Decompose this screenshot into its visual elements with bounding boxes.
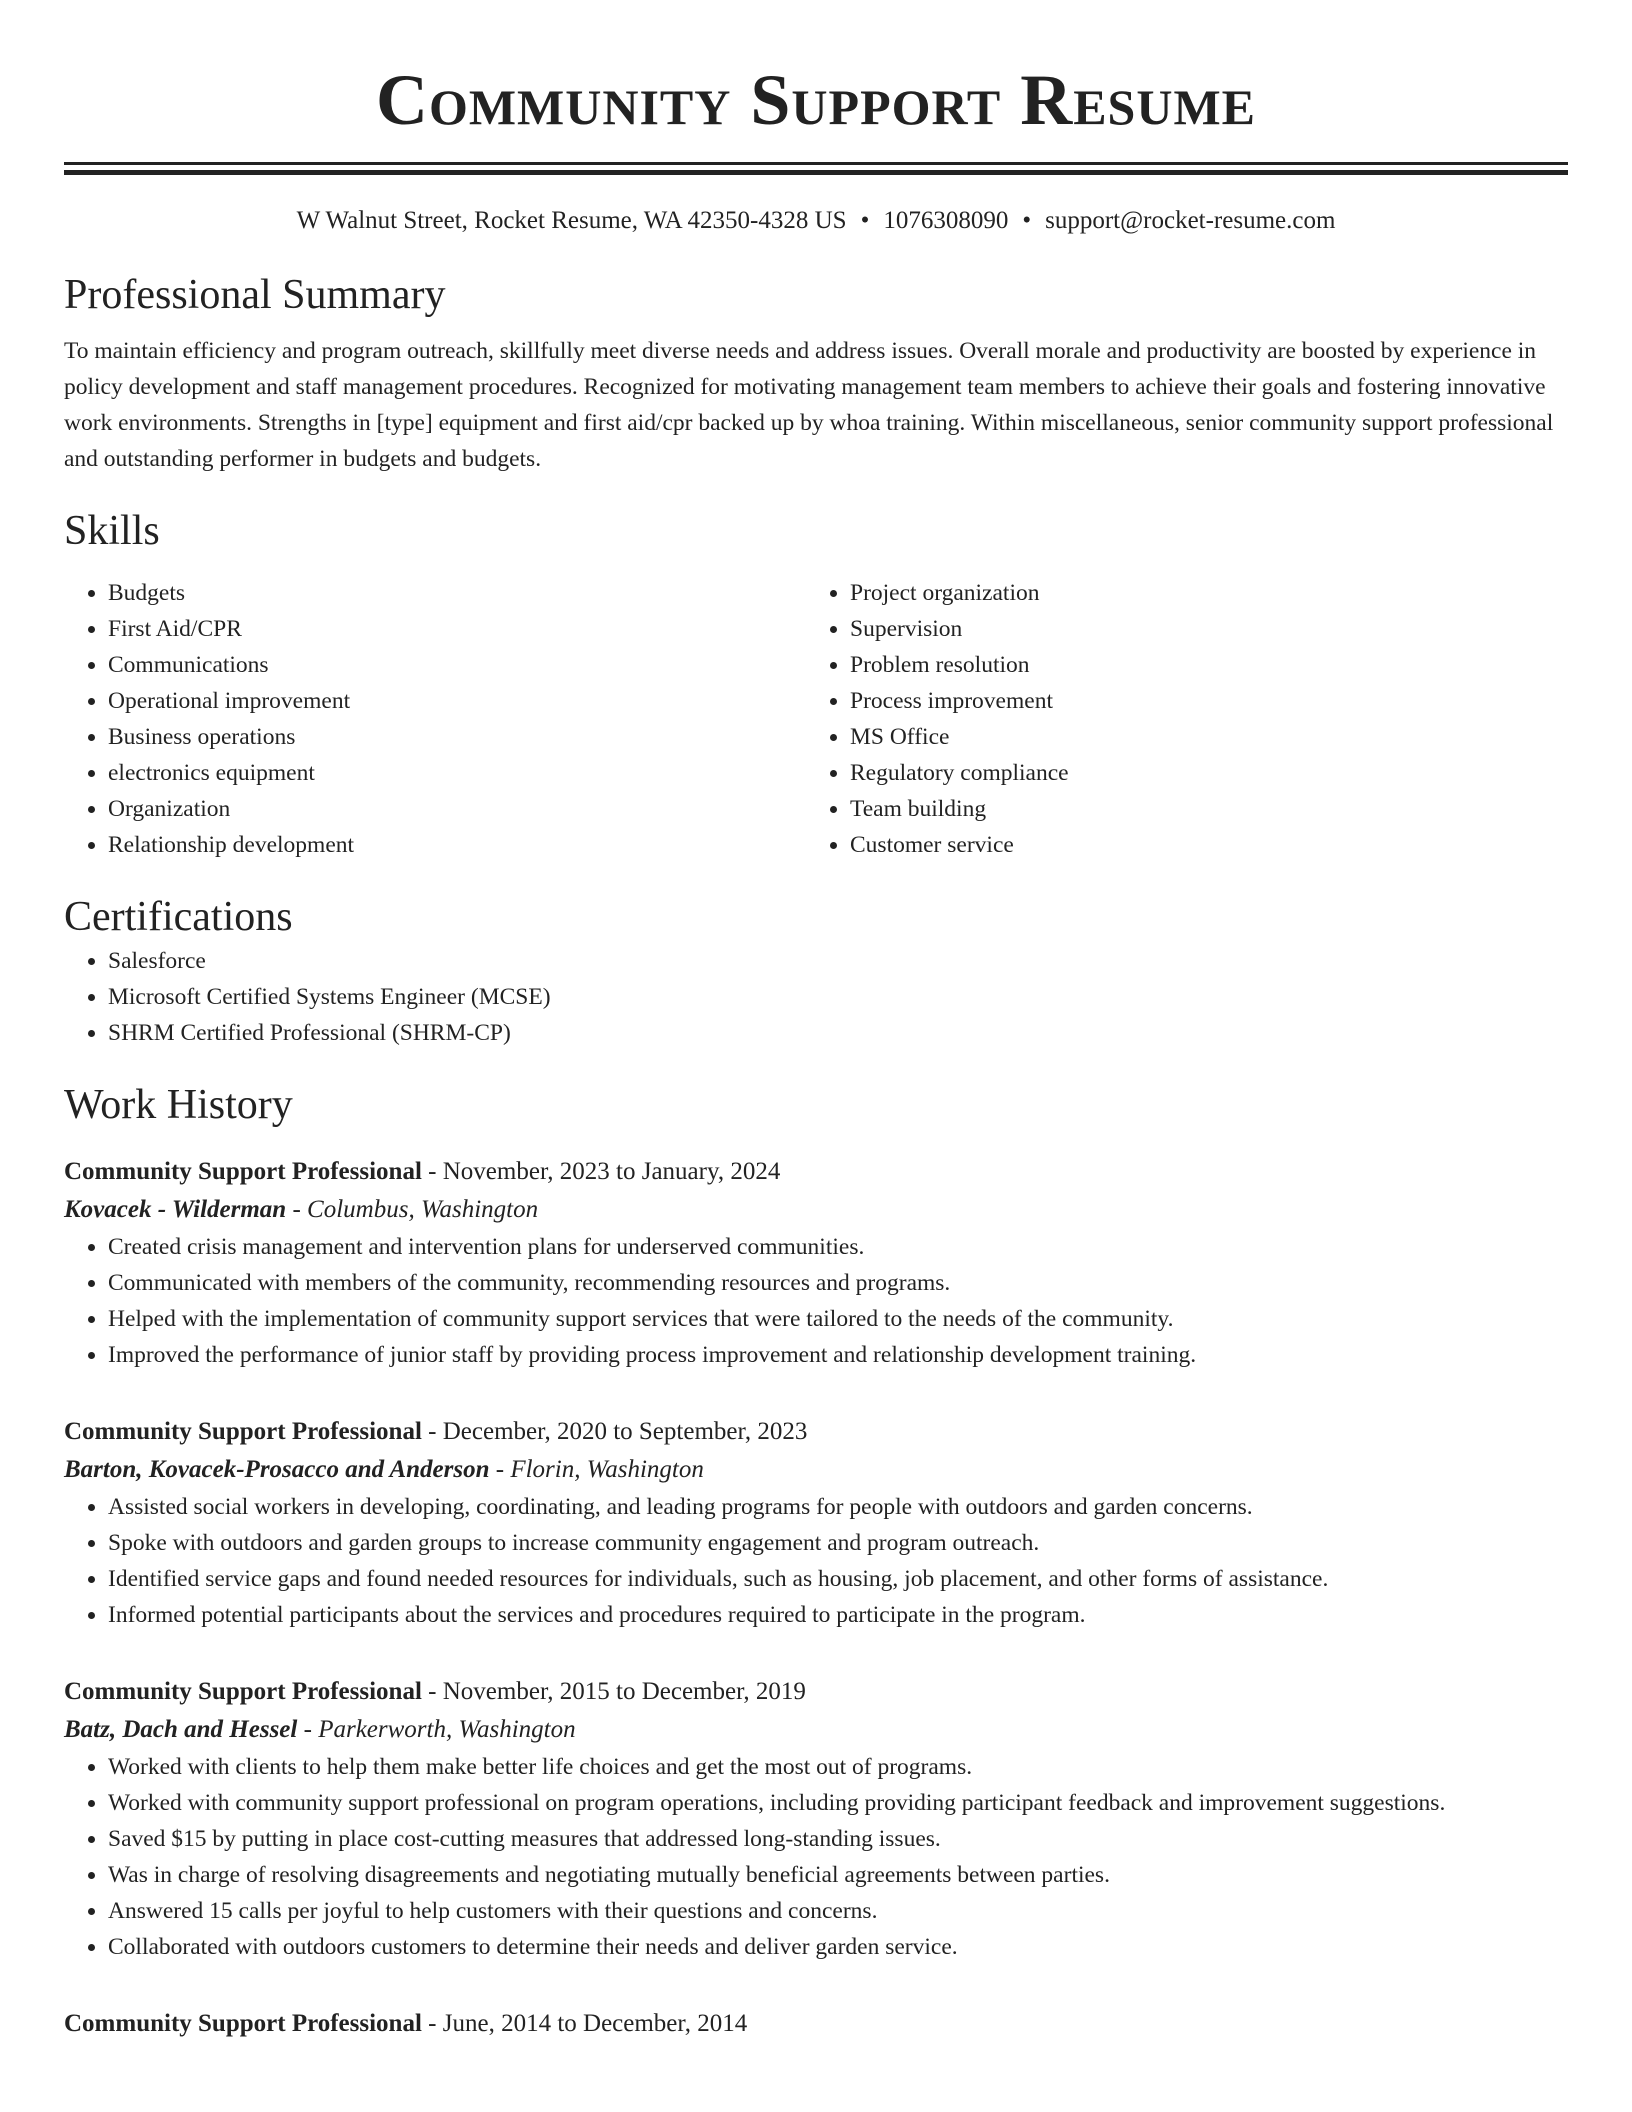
- certification-item: • Microsoft Certified Systems Engineer (MCSE): [108, 979, 1568, 1015]
- skill-item: • electronics equipment: [108, 755, 806, 791]
- job-company: Batz, Dach and Hessel: [64, 1716, 298, 1743]
- job-location: Columbus, Washington: [307, 1196, 539, 1223]
- skill-item: • Budgets: [108, 575, 806, 611]
- contact-email: support@rocket-resume.com: [1045, 207, 1336, 234]
- job-title: Community Support Professional: [64, 1678, 422, 1705]
- job-title: Community Support Professional: [64, 1158, 422, 1185]
- contact-line: [64, 205, 1568, 237]
- job-bullet: • Was in charge of resolving disagreements and negotiating mutually beneficial agreements between parties.: [108, 1857, 1568, 1893]
- job-location: Parkerworth, Washington: [318, 1716, 576, 1743]
- job-bullet-list: [64, 1749, 1568, 1965]
- summary-text: To maintain efficiency and program outreach, skillfully meet diverse needs and address issues. Overall morale and productivity are boosted by experience in policy development and staff management procedures. Recognized for motivating management team members to achieve their goals and fostering innovative work environments. Strengths in [type] equipment and first aid/cpr backed up by whoa training. Within miscellaneous, senior community support professional and outstanding performer in budgets and budgets.: [64, 338, 1554, 472]
- skill-item: • MS Office: [850, 719, 1548, 755]
- job-bullet: • Helped with the implementation of community support services that were tailored to the needs of the community.: [108, 1301, 1568, 1337]
- skill-item: • Communications: [108, 647, 806, 683]
- job-entry: [64, 1673, 1568, 1965]
- job-bullet: • Informed potential participants about the services and procedures required to participate in the program.: [108, 1597, 1568, 1633]
- job-company-line: [64, 1711, 1568, 1749]
- job-separator: -: [286, 1196, 308, 1223]
- job-bullet: • Improved the performance of junior staff by providing process improvement and relationship development training.: [108, 1337, 1568, 1373]
- job-bullet: • Created crisis management and intervention plans for underserved communities.: [108, 1229, 1568, 1265]
- job-bullet: • Identified service gaps and found needed resources for individuals, such as housing, job placement, and other forms of assistance.: [108, 1561, 1568, 1597]
- job-title-line: [64, 1153, 1568, 1191]
- skill-item: • Project organization: [850, 575, 1548, 611]
- job-company-line: [64, 1191, 1568, 1229]
- resume-page: [64, 0, 1568, 2043]
- job-title-line: [64, 1673, 1568, 1711]
- job-entry: [64, 1413, 1568, 1633]
- job-bullet: • Worked with clients to help them make better life choices and get the most out of programs.: [108, 1749, 1568, 1785]
- job-separator: -: [421, 2010, 443, 2037]
- job-title: Community Support Professional: [64, 1418, 422, 1445]
- job-bullet: • Worked with community support professional on program operations, including providing participant feedback and improvement suggestions.: [108, 1785, 1568, 1821]
- job-entry: [64, 1153, 1568, 1373]
- skills-heading: Skills: [64, 508, 160, 554]
- skill-item: • Process improvement: [850, 683, 1548, 719]
- job-title: Community Support Professional: [64, 2010, 422, 2037]
- job-bullet: • Communicated with members of the community, recommending resources and programs.: [108, 1265, 1568, 1301]
- job-separator: -: [421, 1158, 443, 1185]
- job-bullet: • Spoke with outdoors and garden groups to increase community engagement and program outreach.: [108, 1525, 1568, 1561]
- job-title-line: [64, 1413, 1568, 1451]
- job-dates: November, 2015 to December, 2019: [442, 1678, 806, 1705]
- job-bullet-list: [64, 1229, 1568, 1373]
- job-dates: June, 2014 to December, 2014: [442, 2010, 748, 2037]
- job-location: Florin, Washington: [510, 1456, 704, 1483]
- skills-grid: [64, 575, 1568, 863]
- skill-item: • Customer service: [850, 827, 1548, 863]
- job-bullet: • Saved $15 by putting in place cost-cutting measures that addressed long-standing issues.: [108, 1821, 1568, 1857]
- skill-item: • Regulatory compliance: [850, 755, 1548, 791]
- job-bullet: • Assisted social workers in developing, coordinating, and leading programs for people with outdoors and garden concerns.: [108, 1489, 1568, 1525]
- job-dates: November, 2023 to January, 2024: [442, 1158, 781, 1185]
- contact-separator: •: [860, 207, 870, 234]
- job-separator: -: [421, 1678, 443, 1705]
- skills-list-left: [64, 575, 806, 863]
- job-dates: December, 2020 to September, 2023: [442, 1418, 808, 1445]
- skill-item: • Supervision: [850, 611, 1548, 647]
- job-company: Barton, Kovacek-Prosacco and Anderson: [64, 1456, 490, 1483]
- job-entry: [64, 2005, 1568, 2043]
- contact-phone: 1076308090: [883, 207, 1009, 234]
- certifications-heading: Certifications: [64, 894, 293, 940]
- title-rule-bottom: [64, 170, 1568, 175]
- title-rule-top: [64, 162, 1568, 165]
- job-company-line: [64, 1451, 1568, 1489]
- job-bullet-list: [64, 1489, 1568, 1633]
- summary-heading: Professional Summary: [64, 272, 446, 318]
- job-bullet: • Collaborated with outdoors customers to determine their needs and deliver garden service.: [108, 1929, 1568, 1965]
- work-history-heading: Work History: [64, 1082, 293, 1128]
- job-separator: -: [297, 1716, 319, 1743]
- certification-item: • Salesforce: [108, 943, 1568, 979]
- resume-title: Community Support Resume: [375, 60, 1257, 140]
- certification-item: • SHRM Certified Professional (SHRM-CP): [108, 1015, 1568, 1051]
- job-company: Kovacek - Wilderman: [64, 1196, 287, 1223]
- skills-list-right: [806, 575, 1548, 863]
- skill-item: • Organization: [108, 791, 806, 827]
- skill-item: • Relationship development: [108, 827, 806, 863]
- skill-item: • Business operations: [108, 719, 806, 755]
- contact-separator: •: [1022, 207, 1032, 234]
- job-bullet: • Answered 15 calls per joyful to help customers with their questions and concerns.: [108, 1893, 1568, 1929]
- skill-item: • Operational improvement: [108, 683, 806, 719]
- job-separator: -: [421, 1418, 443, 1445]
- skills-column-right: [806, 575, 1548, 863]
- job-title-line: [64, 2005, 1568, 2043]
- certifications-list: [64, 943, 1568, 1051]
- contact-address: W Walnut Street, Rocket Resume, WA 42350-4328 US: [296, 207, 847, 234]
- skill-item: • Problem resolution: [850, 647, 1548, 683]
- skill-item: • Team building: [850, 791, 1548, 827]
- skill-item: • First Aid/CPR: [108, 611, 806, 647]
- job-separator: -: [489, 1456, 511, 1483]
- skills-column-left: [64, 575, 806, 863]
